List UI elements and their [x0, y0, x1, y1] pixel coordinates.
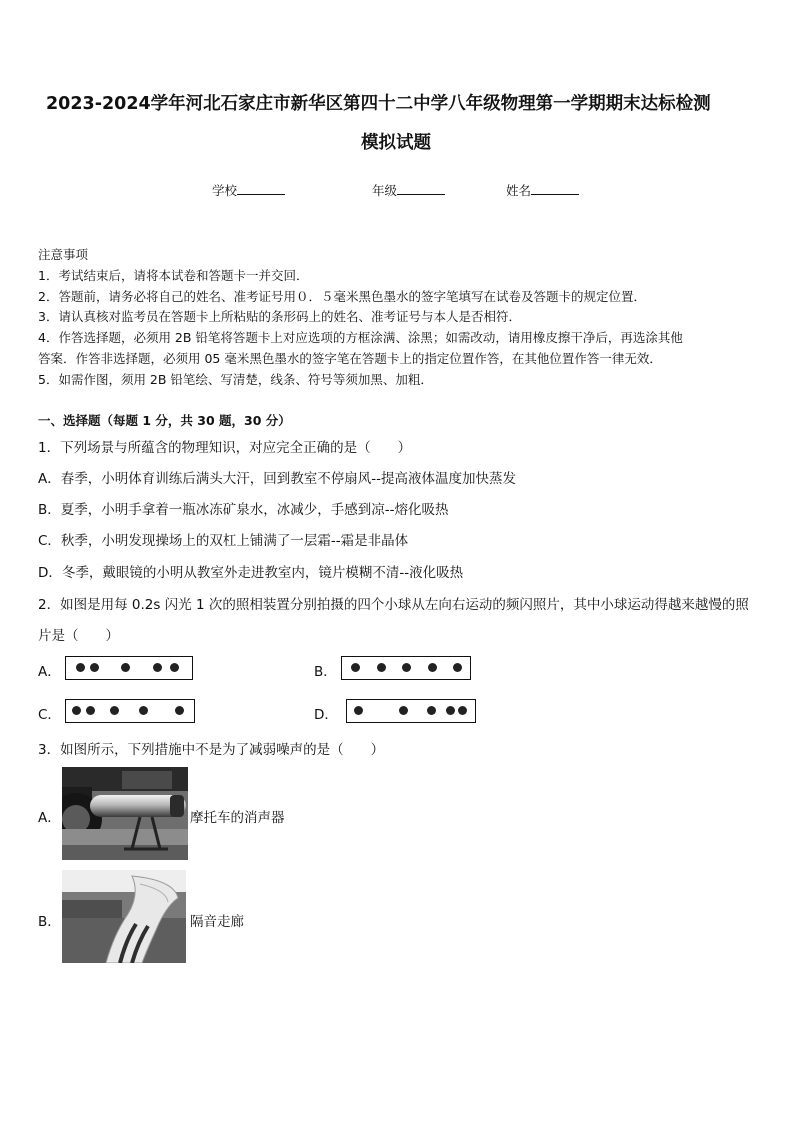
notice-item: 答案．作答非选择题，必须用 05 毫米黑色墨水的签字笔在答题卡上的指定位置作答，在其他位置作答一律无效．	[38, 351, 662, 366]
ball	[139, 706, 148, 715]
question-2-option-d-label[interactable]: D．	[314, 707, 338, 723]
question-2-stem-line1: 2．如图是用每 0.2s 闪光 1 次的照相装置分别拍摄的四个小球从左向右运动的频闪照片，其中小球运动得越来越慢的照	[38, 597, 749, 613]
notice-item: 5．如需作图，须用 2B 铅笔绘、写清楚，线条、符号等须加黑、加粗．	[38, 372, 433, 387]
ball	[76, 663, 85, 672]
page-title-line1: 2023-2024学年河北石家庄市新华区第四十二中学八年级物理第一学期期末达标检测	[46, 94, 711, 114]
grade-blank[interactable]	[397, 182, 445, 195]
ball	[175, 706, 184, 715]
ball	[351, 663, 360, 672]
ball	[121, 663, 130, 672]
notice-item: 2．答题前，请务必将自己的姓名、准考证号用０．５毫米黑色墨水的签字笔填写在试卷及答题卡的规定位置．	[38, 289, 646, 304]
notice-item: 1．考试结束后，请将本试卷和答题卡一并交回．	[38, 268, 309, 283]
question-3-option-a-caption: 摩托车的消声器	[190, 810, 285, 826]
grade-field[interactable]	[372, 181, 445, 199]
question-1-option-a[interactable]: A．春季，小明体育训练后满头大汗，回到教室不停扇风--提高液体温度加快蒸发	[38, 471, 516, 487]
question-3-stem: 3．如图所示，下列措施中不是为了减弱噪声的是（ ）	[38, 742, 385, 758]
name-blank[interactable]	[531, 182, 579, 195]
ball	[453, 663, 462, 672]
question-2-option-c-label[interactable]: C．	[38, 707, 61, 723]
ball	[72, 706, 81, 715]
question-2-option-b-label[interactable]: B．	[314, 664, 337, 680]
question-2-stem-line2: 片是（ ）	[38, 628, 119, 644]
question-1-option-b[interactable]: B．夏季，小明手拿着一瓶冰冻矿泉水，冰减少，手感到凉--熔化吸热	[38, 502, 449, 518]
notice-heading: 注意事项	[38, 247, 89, 262]
ball	[458, 706, 467, 715]
ball	[86, 706, 95, 715]
name-label: 姓名	[506, 183, 532, 198]
school-blank[interactable]	[237, 182, 285, 195]
option-a-strobe-photo[interactable]	[65, 656, 193, 680]
notice-item: 4．作答选择题，必须用 2B 铅笔将答题卡上对应选项的方框涂满、涂黑；如需改动，请用橡皮擦干净后，再选涂其他	[38, 330, 683, 345]
page-title-line2: 模拟试题	[361, 133, 431, 153]
question-2-option-a-label[interactable]: A．	[38, 664, 61, 680]
ball	[170, 663, 179, 672]
ball	[399, 706, 408, 715]
question-3-option-b-caption: 隔音走廊	[190, 914, 244, 930]
ball	[427, 706, 436, 715]
ball	[110, 706, 119, 715]
motorcycle-muffler-photo[interactable]	[62, 767, 188, 860]
option-b-strobe-photo[interactable]	[341, 656, 471, 680]
option-d-strobe-photo[interactable]	[346, 699, 476, 723]
ball	[402, 663, 411, 672]
question-3-option-b-label[interactable]: B．	[38, 914, 61, 930]
question-1-option-d[interactable]: D．冬季，戴眼镜的小明从教室外走进教室内，镜片模糊不清--液化吸热	[38, 565, 464, 581]
name-field[interactable]	[506, 181, 579, 199]
question-1-stem: 1．下列场景与所蕴含的物理知识，对应完全正确的是（ ）	[38, 440, 412, 456]
ball	[90, 663, 99, 672]
question-3-option-a-label[interactable]: A．	[38, 810, 61, 826]
notice-item: 3．请认真核对监考员在答题卡上所粘贴的条形码上的姓名、准考证号与本人是否相符．	[38, 309, 521, 324]
ball	[377, 663, 386, 672]
ball	[446, 706, 455, 715]
ball	[354, 706, 363, 715]
school-field[interactable]	[212, 181, 285, 199]
question-1-option-c[interactable]: C．秋季，小明发现操场上的双杠上铺满了一层霜--霜是非晶体	[38, 533, 409, 549]
ball	[428, 663, 437, 672]
sound-barrier-corridor-photo[interactable]	[62, 870, 186, 963]
school-label: 学校	[212, 183, 238, 198]
ball	[153, 663, 162, 672]
option-c-strobe-photo[interactable]	[65, 699, 195, 723]
grade-label: 年级	[372, 183, 398, 198]
section-heading: 一、选择题（每题 1 分，共 30 题，30 分）	[38, 413, 291, 428]
